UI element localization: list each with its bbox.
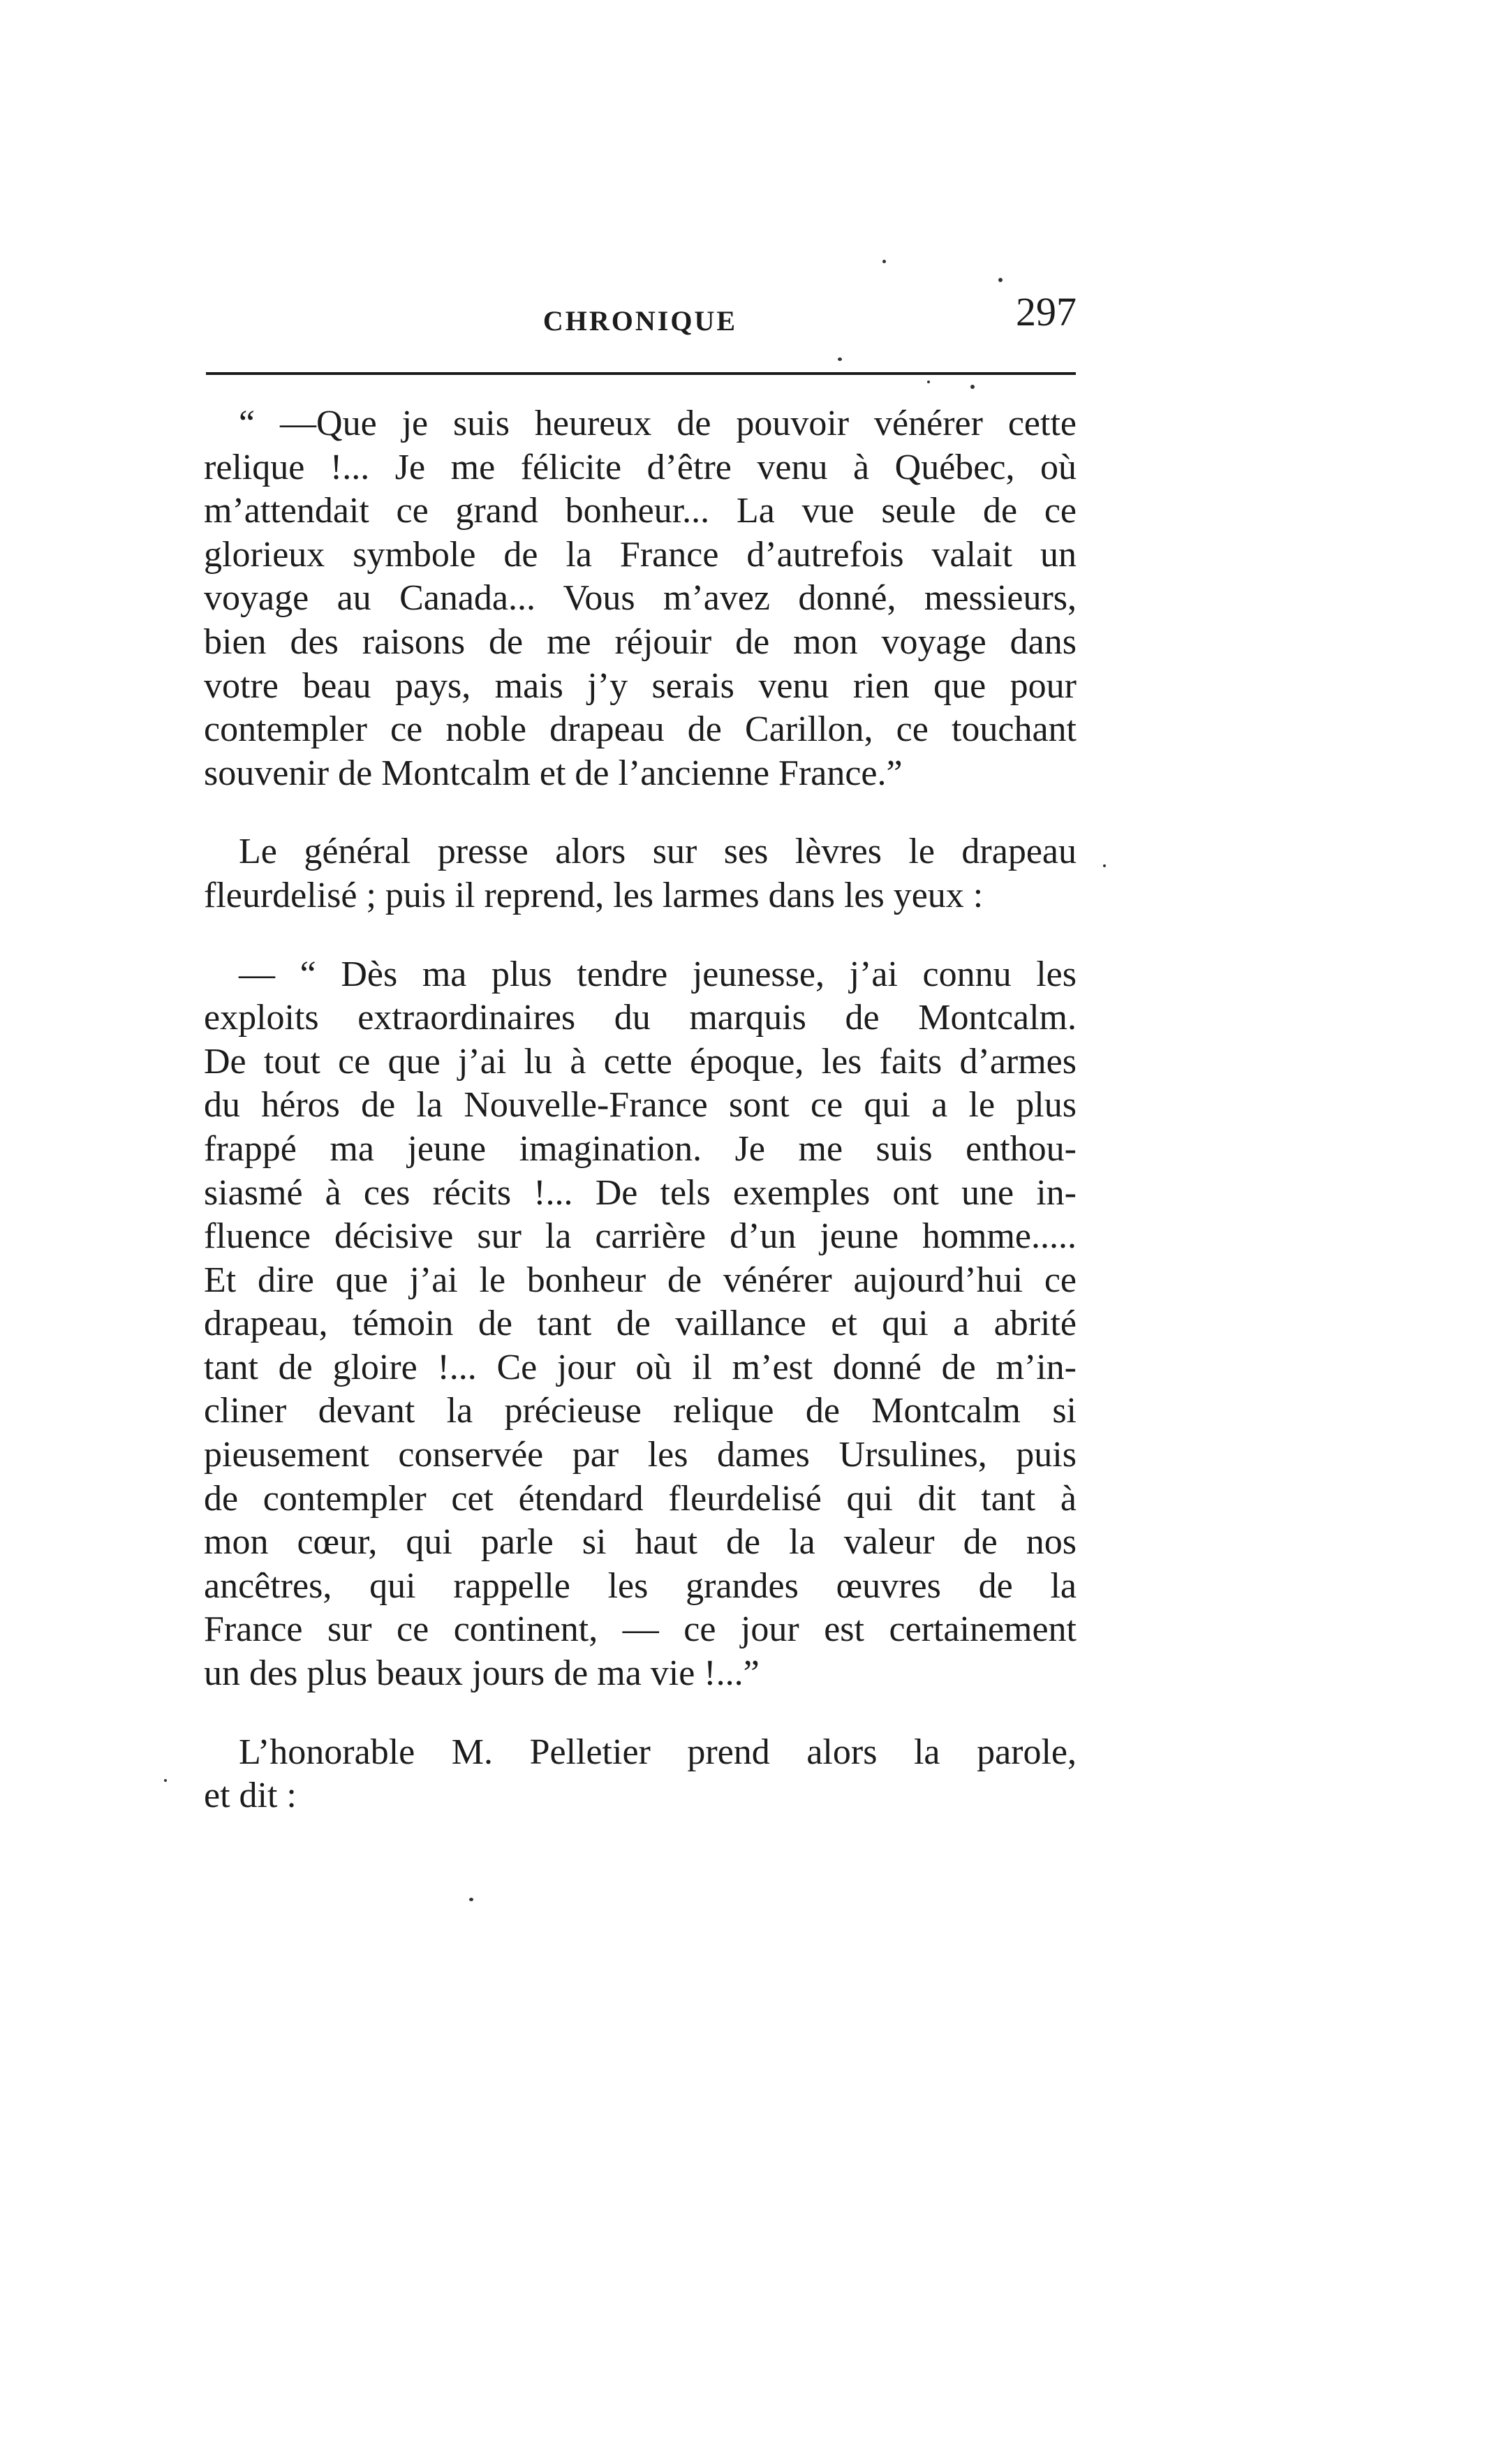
scan-speck [970, 385, 975, 389]
text-line: tant de gloire !... Ce jour où il m’est donné de m’in- [204, 1347, 1077, 1387]
paragraph-quote-1 [204, 402, 1077, 795]
paragraph-narration-1 [204, 830, 1077, 917]
paragraph-quote-2 [204, 953, 1077, 1696]
text-line: relique !... Je me félicite d’être venu à Québec, où [204, 447, 1077, 487]
text-line: bien des raisons de me réjouir de mon voyage dans [204, 621, 1077, 662]
scan-speck [838, 357, 842, 361]
text-line: siasmé à ces récits !... De tels exemples ont une in- [204, 1172, 1077, 1213]
text-line: fleurdelisé ; puis il reprend, les larmes dans les yeux : [204, 875, 984, 915]
body-text [204, 402, 1077, 1818]
scan-speck [1103, 864, 1106, 867]
text-line: un des plus beaux jours de ma vie !...” [204, 1653, 760, 1694]
text-line: et dit : [204, 1776, 297, 1816]
scan-speck [164, 1779, 167, 1782]
running-head-title: CHRONIQUE [542, 305, 738, 337]
text-line: voyage au Canada... Vous m’avez donné, messieurs, [204, 578, 1077, 619]
text-line: glorieux symbole de la France d’autrefois valait un [204, 534, 1077, 575]
text-line: votre beau pays, mais j’y serais venu rien que pour [204, 665, 1077, 706]
text-line: cliner devant la précieuse relique de Montcalm si [204, 1391, 1077, 1431]
header-rule [206, 372, 1076, 375]
text-line: contempler ce noble drapeau de Carillon, ce touchant [204, 709, 1077, 750]
text-line: drapeau, témoin de tant de vaillance et qui a abrité [204, 1304, 1077, 1344]
paragraph-narration-2 [204, 1731, 1077, 1818]
text-line: fluence décisive sur la carrière d’un jeune homme..... [204, 1216, 1077, 1257]
text-line: ancêtres, qui rappelle les grandes œuvres de la [204, 1565, 1077, 1606]
text-line: France sur ce continent, — ce jour est certainement [204, 1609, 1077, 1650]
text-line: exploits extraordinaires du marquis de Montcalm. [204, 998, 1077, 1038]
text-line: souvenir de Montcalm et de l’ancienne France.” [204, 753, 903, 793]
text-line: “ —Que je suis heureux de pouvoir vénérer cette [239, 404, 1077, 443]
text-line: Et dire que j’ai le bonheur de vénérer aujourd’hui ce [204, 1260, 1077, 1300]
text-line: — “ Dès ma plus tendre jeunesse, j’ai connu les [239, 954, 1077, 994]
text-line: L’honorable M. Pelletier prend alors la parole, [239, 1732, 1077, 1772]
text-line: De tout ce que j’ai lu à cette époque, les faits d’armes [204, 1041, 1077, 1082]
scan-speck [927, 381, 930, 383]
text-line: du héros de la Nouvelle-France sont ce qui a le plus [204, 1085, 1077, 1126]
scan-speck [882, 260, 886, 263]
text-line: mon cœur, qui parle si haut de la valeur de nos [204, 1522, 1077, 1563]
text-line: de contempler cet étendard fleurdelisé qui dit tant à [204, 1478, 1077, 1519]
page-number: 297 [1016, 289, 1077, 334]
text-line: pieusement conservée par les dames Ursulines, puis [204, 1435, 1077, 1475]
text-line: Le général presse alors sur ses lèvres le drapeau [239, 832, 1077, 872]
running-head [204, 289, 1077, 348]
scan-speck [469, 1898, 473, 1901]
text-line: m’attendait ce grand bonheur... La vue seule de ce [204, 491, 1077, 531]
scan-speck [998, 278, 1003, 282]
text-line: frappé ma jeune imagination. Je me suis enthou- [204, 1128, 1077, 1169]
